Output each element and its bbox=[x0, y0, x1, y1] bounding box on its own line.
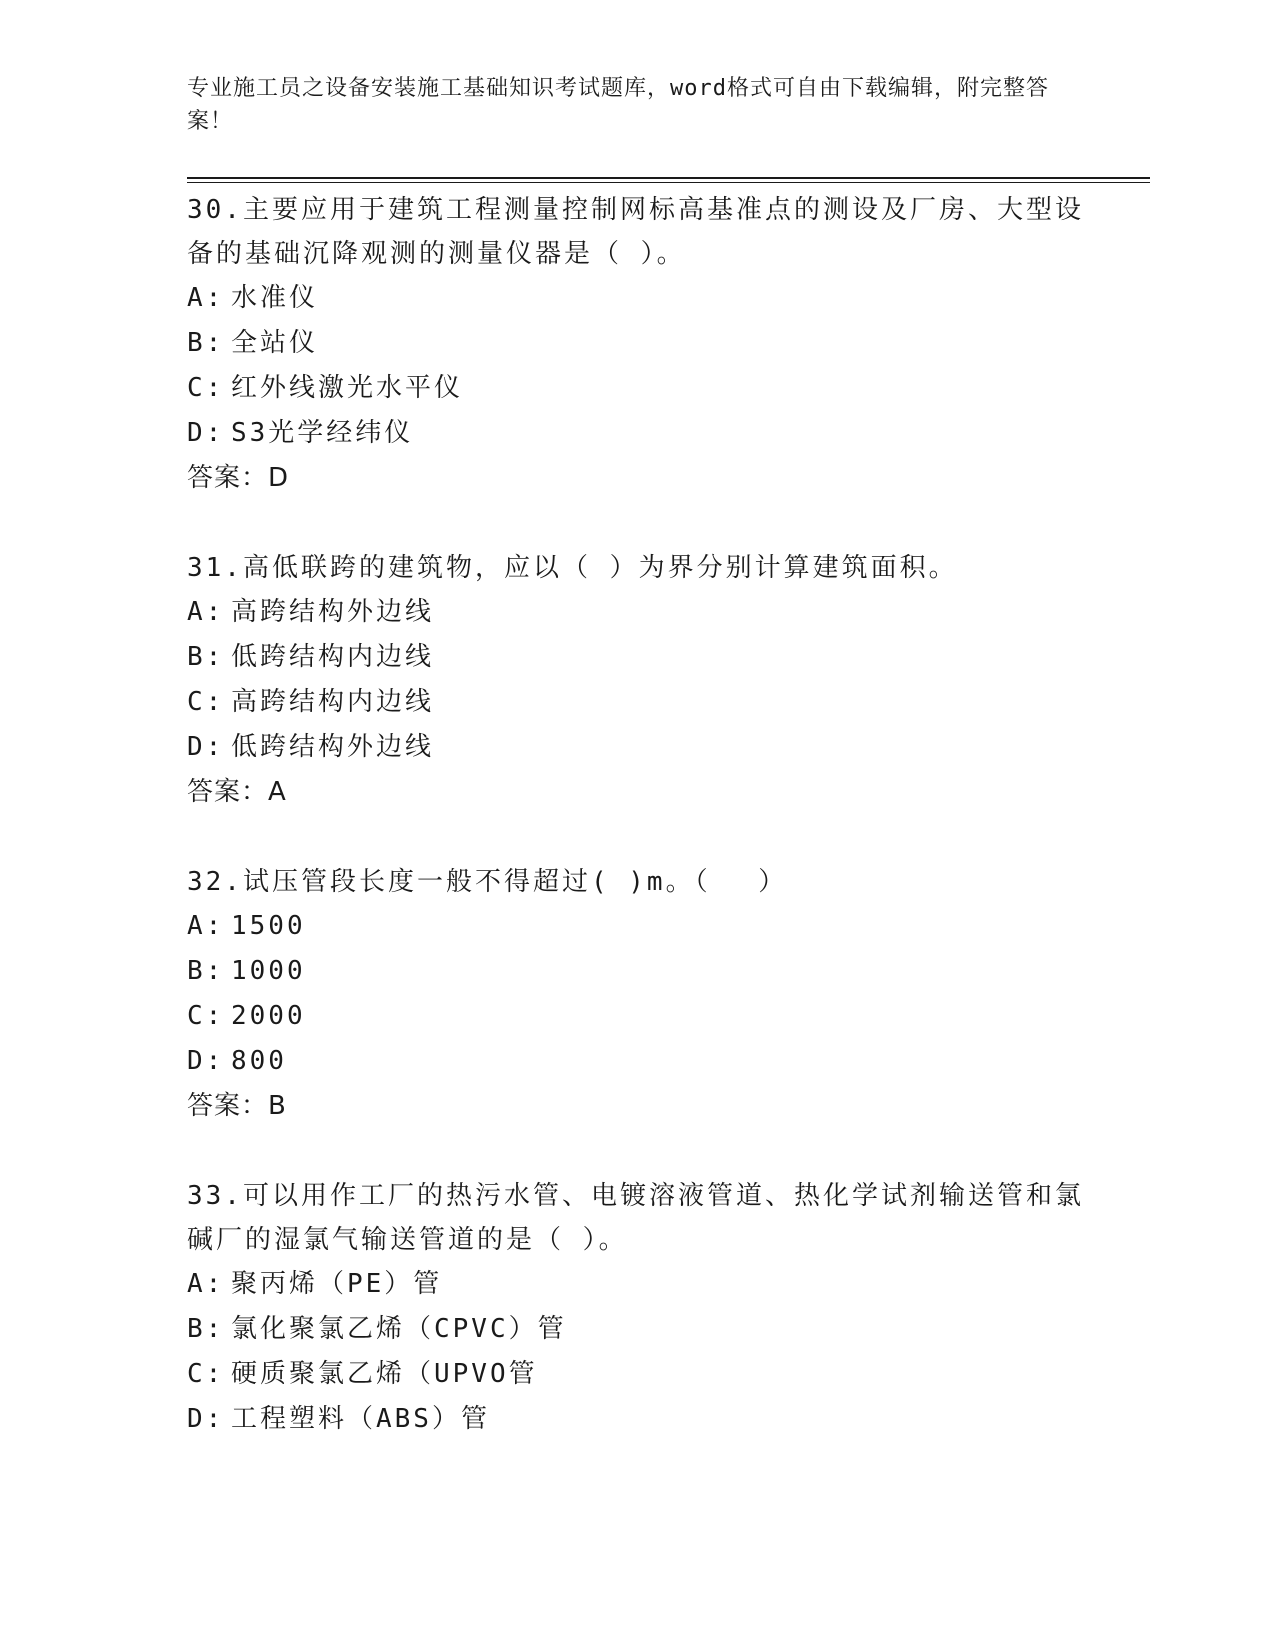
option-b bbox=[187, 949, 1087, 994]
question-31 bbox=[187, 546, 1087, 815]
option-a bbox=[187, 1262, 1087, 1307]
option-letter: C: bbox=[187, 1001, 225, 1031]
answer-line: 答案：B bbox=[187, 1091, 287, 1121]
option-text: 高跨结构内边线 bbox=[231, 687, 435, 717]
option-text: 低跨结构外边线 bbox=[231, 732, 435, 762]
option-letter: D: bbox=[187, 1046, 225, 1076]
option-text: 工程塑料（ABS）管 bbox=[231, 1404, 490, 1434]
question-33 bbox=[187, 1174, 1087, 1442]
option-letter: B: bbox=[187, 956, 225, 986]
option-text: 硬质聚氯乙烯（UPVO管 bbox=[231, 1359, 538, 1389]
option-b bbox=[187, 635, 1087, 680]
option-c bbox=[187, 366, 1087, 411]
question-32 bbox=[187, 860, 1087, 1129]
answer-line: 答案：D bbox=[187, 463, 290, 493]
option-a bbox=[187, 276, 1087, 321]
option-a bbox=[187, 904, 1087, 949]
option-letter: B: bbox=[187, 1314, 225, 1344]
option-b bbox=[187, 1307, 1087, 1352]
option-text: 1000 bbox=[231, 956, 306, 986]
option-letter: A: bbox=[187, 283, 225, 313]
option-b bbox=[187, 321, 1087, 366]
header-divider-thin bbox=[187, 182, 1150, 183]
option-letter: C: bbox=[187, 687, 225, 717]
option-text: 水准仪 bbox=[231, 283, 319, 313]
option-text: S3光学经纬仪 bbox=[231, 418, 414, 448]
question-stem: 32.试压管段长度一般不得超过( )m。（ ） bbox=[187, 867, 788, 897]
option-c bbox=[187, 680, 1087, 725]
answer-line: 答案：A bbox=[187, 777, 287, 807]
option-c bbox=[187, 994, 1087, 1039]
option-letter: D: bbox=[187, 1404, 225, 1434]
option-d bbox=[187, 1397, 1087, 1442]
option-a bbox=[187, 590, 1087, 635]
option-letter: D: bbox=[187, 418, 225, 448]
option-text: 氯化聚氯乙烯（CPVC）管 bbox=[231, 1314, 567, 1344]
option-d bbox=[187, 411, 1087, 456]
option-text: 聚丙烯（PE）管 bbox=[231, 1269, 443, 1299]
option-text: 全站仪 bbox=[231, 328, 319, 358]
option-text: 红外线激光水平仪 bbox=[231, 373, 464, 403]
question-stem: 33.可以用作工厂的热污水管、电镀溶液管道、热化学试剂输送管和氯碱厂的湿氯气输送管道的是（ ）。 bbox=[187, 1181, 1084, 1255]
question-list bbox=[187, 188, 1087, 1487]
document-intro: 专业施工员之设备安装施工基础知识考试题库，word格式可自由下载编辑，附完整答案！ bbox=[187, 76, 1049, 134]
question-stem: 30.主要应用于建筑工程测量控制网标高基准点的测设及厂房、大型设备的基础沉降观测的测量仪器是（ ）。 bbox=[187, 195, 1084, 269]
option-letter: A: bbox=[187, 911, 225, 941]
option-text: 1500 bbox=[231, 911, 306, 941]
option-text: 高跨结构外边线 bbox=[231, 597, 435, 627]
header-divider-thick bbox=[187, 177, 1150, 179]
option-c bbox=[187, 1352, 1087, 1397]
option-letter: B: bbox=[187, 642, 225, 672]
option-letter: B: bbox=[187, 328, 225, 358]
option-letter: A: bbox=[187, 597, 225, 627]
option-text: 2000 bbox=[231, 1001, 306, 1031]
option-d bbox=[187, 1039, 1087, 1084]
option-letter: C: bbox=[187, 1359, 225, 1389]
option-d bbox=[187, 725, 1087, 770]
option-letter: A: bbox=[187, 1269, 225, 1299]
question-30 bbox=[187, 188, 1087, 501]
option-text: 低跨结构内边线 bbox=[231, 642, 435, 672]
option-letter: D: bbox=[187, 732, 225, 762]
option-text: 800 bbox=[231, 1046, 287, 1076]
question-stem: 31.高低联跨的建筑物，应以（ ）为界分别计算建筑面积。 bbox=[187, 553, 958, 583]
option-letter: C: bbox=[187, 373, 225, 403]
